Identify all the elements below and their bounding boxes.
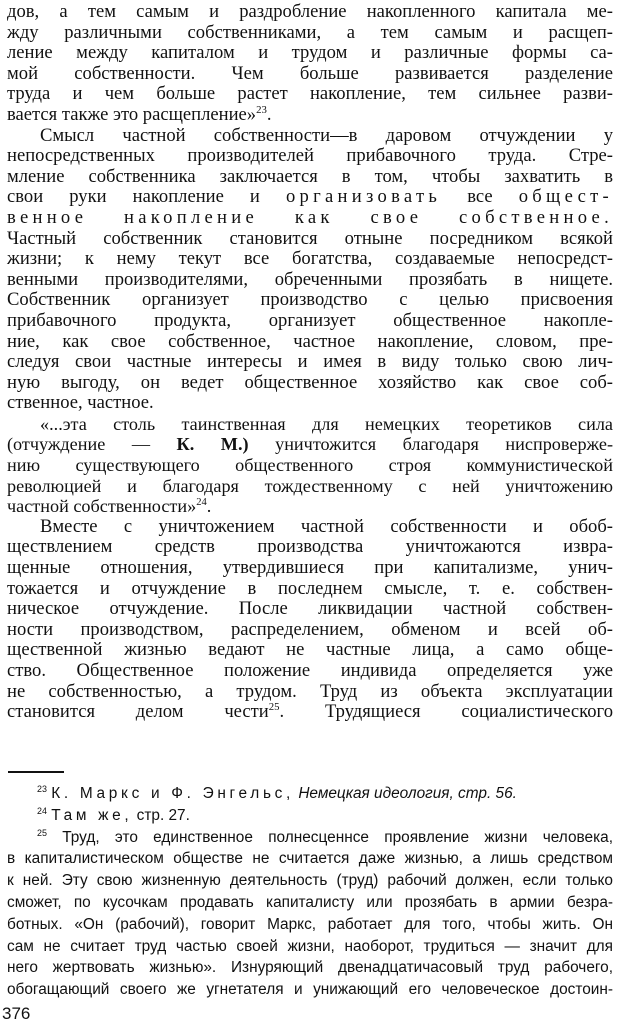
text-line: «...эта столь таинственная для немецких теоретиков сила (40, 413, 613, 434)
text-line: ности производством, распределением, обменом и всей об- (7, 618, 613, 640)
footnote-ref-25[interactable]: 25 (268, 701, 280, 713)
text-line: щественной жизнью ведают не частные лица, а само обще- (7, 639, 613, 661)
text-line: ние, как свое собственное, частное накопление, словом, пре- (7, 330, 613, 352)
main-text (7, 2, 613, 723)
text-line: не собственностью, а трудом. Труд из объекта эксплуатации (7, 680, 613, 702)
footnote-mark: 25 (37, 827, 47, 838)
footnote-mark: 23 (37, 783, 47, 794)
footnote-ref-24[interactable]: 24 (196, 497, 207, 509)
text-line: щенные отношения, утвердившиеся при капитализме, унич- (7, 557, 613, 579)
text-line: ническое отчуждение. После ликвидации частной собствен- (7, 598, 613, 620)
text-line: ственное, частное. (7, 392, 154, 414)
paragraph-4 (7, 517, 613, 723)
line-text: (отчуждение — (7, 434, 151, 455)
footnote-line: к ней. Эту свою жизненную деятельность (труд) рабочий должен, если только (7, 872, 613, 890)
footnote-mark: 24 (37, 805, 47, 816)
text-line: прибавочного продукта, организует общественное накопле- (7, 309, 613, 331)
line-text: вается также это расщепление» (7, 103, 257, 125)
text-line: труда и чем больше растет накопление, тем сильнее разви- (7, 83, 613, 105)
footnote-line: обогащающий своего же угнетателя и унижающий его человеческое достоин- (7, 981, 613, 999)
text-line: становится делом чести$^{25}$. Трудящиеся социалистического (7, 701, 614, 723)
text-line: ную выгоду, он ведет общественное хозяйство как свое соб- (7, 371, 613, 393)
line-text: уничтожится благодаря ниспроверже- (275, 434, 613, 455)
footnote-divider (8, 771, 64, 773)
text-line: жизни; к нему текут все богатства, создаваемые непосредст- (7, 248, 613, 270)
footnote-author: Там же, (51, 806, 133, 824)
line-text: становится делом чести (7, 701, 269, 723)
text-line: мление собственника заключается в том, чтобы захватить в (7, 165, 613, 187)
footnote-line: ботных. «Он (рабочий), говорит Маркс, работает для того, чтобы жить. Он (7, 915, 613, 933)
text-line: революцией и благодаря тождественному с ней уничтожению (7, 475, 613, 496)
text-line: дов, а тем самым и раздробление накопленного капитала ме- (7, 1, 613, 22)
footnote-source: стр. 27. (136, 806, 190, 824)
text-line: венными производителями, обреченными прозябать в нищете. (7, 268, 613, 290)
page-number: 376 (2, 1004, 31, 1023)
footnotes (7, 783, 613, 1001)
footnote-line: сам не считает труд частью своей жизни, наоборот, трудиться — значит для (7, 937, 613, 955)
footnote-23 (7, 783, 613, 805)
quote-paragraph (7, 414, 613, 517)
author-initials: К. М.) (176, 434, 249, 455)
text-line: частной собственности»$^{24}$. (7, 496, 212, 517)
footnote-25 (7, 827, 613, 849)
text-line: ство. Общественное положение индивида определяется уже (7, 660, 613, 681)
paragraph-1 (7, 2, 613, 126)
text-line: Вместе с уничтожением частной собственности и обоб- (40, 515, 613, 537)
footnote-line: сможет, по кусочкам продавать капиталисту или прозябать в армии безра- (7, 893, 613, 911)
footnote-24 (7, 805, 613, 827)
paragraph-2 (7, 126, 613, 414)
line-text: все (467, 186, 493, 208)
line-text: частной собственности» (7, 496, 197, 517)
text-line (7, 187, 613, 208)
text-line: нию существующего общественного строя коммунистической (7, 455, 613, 476)
text-line: ществлением средств производства уничтожаются изврa- (7, 536, 613, 558)
text-line: жду различными собственниками, а тем самым и расщеп- (7, 21, 613, 43)
footnote-line: него жертвовать жизнью». Изнуряющий двенадцатичасовый труд рабочего, (7, 959, 613, 977)
emphasis-text: общест- (518, 186, 613, 208)
text-line: ление между капиталом и трудом и различные формы са- (7, 42, 613, 64)
text-line: вается также это расщепление»$^{23}$. (7, 103, 272, 125)
emphasis-text: организовать (285, 186, 442, 208)
text-line: Собственник организует производство с целью присвоения (7, 289, 613, 311)
text-line: непосредственных производителей прибавочного труда. Стре- (7, 145, 613, 167)
text-line: Частный собственник становится отныне посредником всякой (7, 227, 613, 249)
line-text: свои руки накопление и (7, 186, 260, 208)
footnote-line: Труд, это единственное полнесценнсе проявление жизни человека, (62, 828, 613, 846)
text-line (7, 434, 613, 455)
text-line: тожается и отчуждение в последнем смысле, т. е. собствен- (7, 577, 613, 599)
text-line: мой собственности. Чем больше развивается разделение (7, 62, 613, 84)
text-line: Смысл частной собственности—в даровом отчуждении у (40, 124, 613, 146)
emphasis-line: венное накопление как свое собственное. (7, 206, 613, 228)
text-line: следуя свои частные интересы и имея в виду только свою лич- (7, 351, 613, 373)
footnote-line: в капиталистическом обществе не считается даже жизнью, а лишь средством (7, 850, 613, 868)
footnote-source: Немецкая идеология, стр. 56. (298, 785, 517, 802)
line-text: Трудящиеся социалистического (324, 701, 614, 723)
footnote-author: К. Маркс и Ф. Энгельс, (51, 785, 295, 802)
footnote-ref-23[interactable]: 23 (256, 103, 267, 116)
